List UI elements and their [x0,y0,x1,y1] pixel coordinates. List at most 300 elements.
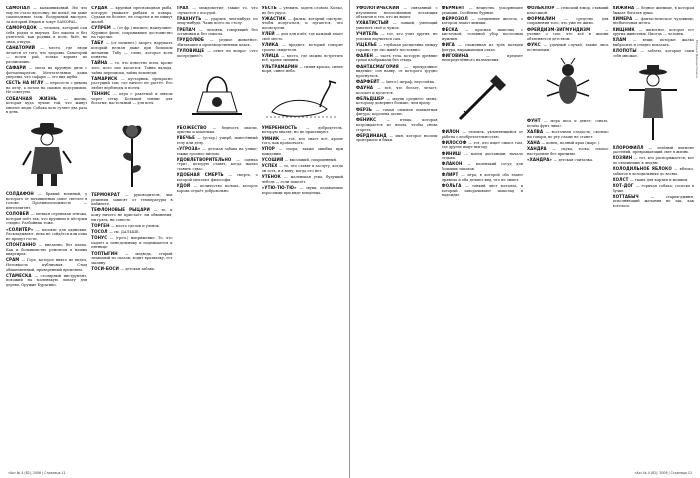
definition: — (от фр.) высшее, наилучшее. Куриное филе, сохранившее достоинство на тарелке. [91,25,173,40]
headword: ФЕРМЕНТ [441,6,469,10]
headword: ХОЛСТ [612,176,630,182]
right-col-4-entry [613,28,695,37]
right-col-4-entry [613,178,695,183]
left-col-1-entry [6,97,87,115]
lantern-figure [177,62,258,122]
left-col-3 [177,6,258,464]
headword: СЕСТЬ НА ИГЛУ [6,80,46,86]
left-col-4-entry [262,137,343,146]
left-col-3-entry [177,49,258,58]
headword: ФИЛОН [441,129,463,135]
headword: ФЕРЗЬ [356,106,376,112]
definition: — мера веса и денег; «знать, почём фунт лиха». [527,119,609,128]
headword: ХОТТАБЫЧ [612,193,651,199]
headword: УЛИЦА [261,52,282,58]
headword: ФАУНА [356,85,378,91]
left-col-1-entry [6,46,87,64]
headword: ТОНУС [91,235,110,241]
headword: ФЕРРОЗОЛ [441,15,472,21]
definition: — внезапно, без плана. Как и большинство ремонтов в наших квартирах. [6,242,88,257]
definition: — вещество, ускоряющее реакции. Особенно бурные. [441,6,523,15]
right-col-4-entry [613,49,695,58]
definition: — птица, которая возрождается из пепла, чтобы снова сгореть. [356,118,438,132]
headword: ФУНТ [527,118,544,124]
left-col-3-entry [177,173,258,182]
left-col-3-entry [177,147,258,156]
headword: ТАЙНА [91,60,110,66]
definition: — человек, который сам себя родил и выучил. Без школы и без учителей, как родник в поле, бьёт, не зная, откуда. [6,25,88,44]
headword: ФОЛЬКЛОР [527,6,557,10]
definition: — ловкий, умеющий ухватить своё и чужое. [356,21,438,30]
headword: САМОПАЛ [6,6,34,10]
headword: УМНИК [261,135,283,141]
definition: — соединение железа, о котором знают химики. [441,16,523,26]
definition: — те, к кому ничего не пристаёт: ни обвинения, ни грязь, ни совесть. [91,208,173,222]
left-col-4 [262,6,343,464]
left-col-2-entry [91,41,172,59]
cowboy-illustration-icon [17,119,77,189]
left-col-1-entry [6,212,87,226]
headword: ТРЕПАЧ [176,26,200,32]
right-col-4-entry [613,6,695,15]
headword: ФИНИШ [441,150,465,156]
left-col-4-entry [262,6,343,15]
right-col-4-entry [613,156,695,165]
right-col-1-entry [356,134,438,143]
left-col-4-entry [262,126,343,135]
headword: УПОР [261,146,279,152]
headword: ФОРМАЛИН [527,15,565,21]
headword: УДОЙ [176,183,194,188]
definition: — игра с ракеткой и мячом через сетку. Большой теннис для богатых, настольный — для всех. [91,92,173,106]
right-col-2-entry [442,184,524,198]
side-credit-text: Рисунки Давида Гомеса [695,40,699,78]
definition: — глубокая расщелина между горами, где эхо живёт постоянно. [356,42,438,52]
headword: УСОШИЙ [261,157,285,163]
definition: — зелёный пигмент растений, превращающий свет в жизнь. [612,145,694,155]
definition: — старик-джинн, исполняющий желания не так, как хотелось. [612,194,694,208]
right-col-3-entry [527,6,609,15]
headword: СПОНТАННО [6,241,39,247]
definition: — место, где люди лечатся от того, что здоровы. Санаторий — почти рай, только кормят по расписанию. [6,45,88,64]
headword: ХИМЕРА [612,15,635,21]
headword: ТОРГЕН [91,222,112,228]
scarecrow-figure [613,62,695,142]
definition: — маленький сосуд для больших запахов. [441,162,523,172]
definition: — см. ДАЛЬШЕ. [109,229,140,234]
definition: — (от полинез.) запрет, нарушать который нельзя даже при большом желании. Табу — слово, которое всем понятно. [91,41,173,60]
headword: ХОТ-ДОГ [612,183,636,189]
handsaw-figure [442,67,524,127]
headword: СУДАК [91,6,110,10]
headword: СТАМЕСКА [6,272,35,278]
left-col-2 [91,6,172,464]
definition: — медик среднего звена, которому доверяют больше, чем врачу. [356,96,438,106]
definition: — детская забава. [120,266,156,271]
headword: ФИГА [441,41,459,47]
definition: — игра, в которой оба знают правила и оба делают вид, что не знают. [441,173,523,182]
handsaw-illustration-icon [452,67,512,127]
definition: — калашниковый. Ни что ему не стало вдогонку: ни копьё, ни даже самопальные газы. Воздушный выстрел, за который Индия и зовут SAMOPAL. [6,6,88,24]
left-col-1-entry [6,274,87,288]
right-col-3-entry [527,17,609,26]
right-col-1-entry [356,108,438,117]
left-col-2-entry [91,230,172,235]
definition: — всё, что бегает, летает, ползает и кусается. [356,86,438,95]
right-col-2-entry [442,141,524,150]
headword: ФЕНИКС [356,117,387,123]
right-col-2-entry [442,28,524,42]
right-col-2-entry [442,17,524,26]
definition: — восточная сладость; сколько ни говори, во рту слаще не станет. [527,130,609,139]
definition: — бедное жилище, в котором бывает богатая душа. [612,6,694,15]
definition: — ударить чем-нибудь по чему-нибудь. Чаще всего по столу. [176,16,258,26]
headword: ТОСИ-БОСИ [91,265,121,271]
left-col-2-entry [91,208,172,222]
definition: — сложенная из трёх пальцев фигура, выражающая отказ. [441,42,523,52]
right-col-4-entry [613,195,695,209]
right-col-2-entry [442,54,524,63]
definition: — высохший, сморщенный. [284,158,338,163]
right-col-4 [613,6,695,464]
definition: — средство для сохранения того, что уже не живо. [527,16,609,26]
left-col-4-entry [262,158,343,163]
headword: ФЛИРТ [441,172,462,178]
right-col-3-entry [527,28,609,42]
definition: — редкое животное, обитающее в производственных цехах. [176,38,258,47]
headword: ТОСОЛ [91,228,110,234]
headword: ТАМАРИСК [91,75,122,81]
definition: — жизнь, которая куда лучше той, что живут многие люди. Собака хоть гуляет два раза в день. [6,96,88,115]
right-col-2 [442,6,524,464]
headword: УБОЖЕСТВО [176,124,213,130]
left-col-1-entry [6,192,87,210]
headword: «СОЛИТЁР» [6,226,37,232]
definition: — Горе, которое никто не видел, Неловкость публичная. Стыд обыкновенный, проверенный временем. [6,258,88,272]
left-col-3-entry [177,158,258,172]
headword: ХАНА [527,139,542,145]
definition: — место сделок и уловок. [111,223,160,228]
headword: ФЛАКОН [441,161,468,167]
definition: — детская считалка. [553,157,594,162]
definition: — (англ.) штраф, неустойка. [380,79,436,84]
right-col-1-entry [356,80,438,85]
left-col-2-entry [91,252,172,266]
left-col-1-entry [6,66,87,80]
headword: УЧИТЕЛЬ [356,31,381,37]
headword: ТАБУ [91,40,106,46]
scarecrow-illustration-icon [623,62,683,142]
headword: УЩЕЛЬЕ [356,41,379,47]
right-col-4-entry [613,146,695,155]
headword: УХВАТИСТЫЙ [356,20,393,26]
headword: ФАЛЕН [356,52,376,58]
headword: СОЛДАФОН [6,191,39,197]
left-col-3-entry [177,136,258,145]
headword: ХАЛВА [527,129,546,135]
left-col-3-entry [177,184,258,193]
definition: — дом для пчёл, где каждый знает своё место. [261,32,343,41]
definition: — ответ на вопрос «что посередине?» [176,49,258,58]
headword: УЕСТЬ [261,6,279,10]
definition: — синяя краска, синее моря, синее неба. [261,64,343,74]
definition: — количество молока, которое корова отдаёт добровольно. [176,184,258,193]
headword: ФРЕЙДИЗМ-ЗИГМУНДИЗМ [527,26,605,32]
definition: — междометие; также то, что случается с посудой. [176,6,258,15]
definition: — звуки, издаваемые взрослыми при виде младенца. [261,185,343,195]
headword: ХЛОПОТЫ [612,48,641,54]
definition: — вещи, которые жалко выбросить и стыдно показать. [612,38,694,47]
definition: — охота на крупную дичь с фотоаппаратом. Мечтательные дамы уверены, что сафари — это вид шубы. [6,65,88,80]
definition: — оценка «три», которую ставят, когда жалко ставить «два». [176,157,258,172]
headword: «УГРОЗА» [176,146,203,152]
definition: — предмет, который говорит громче свидетеля. [261,42,343,52]
headword: ТЕРМОКРАТ [91,192,126,198]
definition: — конец дистанции; начало отдыха. [441,151,523,161]
headword: «УТЮ-ТЮ-ТЮ» [261,184,300,190]
headword: ТЕФЛОНОВЫЕ РЫЦАРИ [91,207,154,213]
left-col-2-entry [91,6,172,24]
right-col-2-entry [442,152,524,161]
definition: — опора; также ошибка при вождении. [261,147,343,157]
definition: — предмет неопределённого назначения. [441,53,523,63]
definition: — удачный случай; также лиса по-немецки. [527,42,609,52]
definition: — скука, тоска, плохое настроение без причины. [527,147,609,156]
right-col-1-entry [356,6,438,20]
definition: — (устар.) ущерб, нанесённый телу или делу. [176,136,258,145]
left-col-4-entry [262,54,343,63]
insect-illustration-icon [543,56,593,116]
right-col-3-entry [527,141,609,146]
definition: — то, что ставят в заслугу, когда он есть, и в вину, когда его нет. [261,164,343,173]
headword: «ХАНДРА» [527,156,554,162]
headword: ФОЛЬГА [441,183,466,188]
definition: — кустарник, прекрасно растущий там, где ничего не растёт. Его любят верблюды и поэты. [91,76,173,90]
definition: — тот, кто учит других, не успевая научиться сам. [356,32,438,41]
left-col-2-entry [91,61,172,75]
right-col-1-entry [356,86,438,95]
left-col-1 [6,6,87,464]
headword: ФАНТАСМАГОРИЯ [356,63,405,69]
left-col-2-entry [91,193,172,207]
definition: — связанный с изучением неопознанных летающих объектов и тех, кто их видел. [356,6,438,20]
headword: СОЛОВЕЙ [6,211,31,217]
definition: — конец, полный крах (жарг.). [541,140,600,145]
cowboy-figure [6,119,87,189]
definition: — детская забава на улице; также грозное письмо. [176,147,258,156]
headword: СРАМ [6,257,22,263]
rose-figure [91,109,172,189]
definition: — учение о том, что всё в жизни объясняется детством. [527,27,609,41]
bug-figure [527,56,609,116]
right-col-1-entry [356,118,438,132]
right-col-3-entry [527,119,609,128]
right-page [350,0,700,478]
definition: — мелкая серенькая птичка, которая поёт так, что крупным и пёстрым стыдно. Разбойник тоже. [6,212,88,226]
headword: ФЕРДИНАНД [356,132,390,138]
headword: ФИЛОСОФ [441,139,469,145]
left-col-2-entry [91,77,172,91]
left-col-4-entry [262,65,343,74]
left-col-4-entry [262,43,343,52]
right-col-3-entry [527,43,609,52]
right-col-4-entry [613,17,695,26]
left-col-3-entry [177,126,258,135]
definition: — человек, уклоняющийся от работы с изобретательностью. [441,130,523,139]
definition: — причудливое видение; сон наяву, от которого трудно проснуться. [356,64,438,78]
headword: ТУЛОВИЩЕ [176,48,208,54]
rose-illustration-icon [107,109,157,189]
definition: — ткань для картин и мешков. [629,177,689,182]
headword: УФОЛОГИЧЕСКИЙ [356,6,404,10]
left-col-2-entry [91,236,172,250]
headword: УЖАСТИК [261,15,288,21]
definition: — добродетель, которую хвалят, но не практикуют. [261,125,343,135]
left-col-3-entry [177,17,258,26]
right-col-4-entry [613,184,695,193]
headword: САМОРОДОК [6,24,39,30]
left-col-4-entry [262,186,343,195]
left-col-2-entry [91,26,172,40]
headword: ФУКС [527,41,544,47]
left-col-1-entry [6,6,87,24]
headword: ФИГОВИНА [441,52,487,58]
definition: — фильм, который смотрят, чтобы испугаться, и пугаются, что посмотрели. [261,16,343,30]
definition: — маленькая утка, будущий лебедь — если повезёт. [261,175,343,184]
headword: УЛИКА [261,41,282,47]
left-col-3-entry [177,38,258,47]
left-col-4-entry [262,175,343,184]
definition: — (греч.) напряжение. То, что падает к понедельнику и поднимается к пятнице. [91,236,173,250]
left-col-1-entry [6,81,87,95]
left-col-1-entry [6,228,87,242]
definition: — медведь, старый знакомый из сказок; ходит вразвалку, ест малину. [91,251,173,265]
definition: — место, где можно встретить всё, кроме тишины. [261,53,343,63]
headword: УВЕЧЬЕ [176,135,198,141]
headword: ХАНДРА [527,146,553,152]
lantern-illustration-icon [187,62,247,122]
left-col-1-entry [6,26,87,44]
headword: САФАРИ [6,64,29,70]
headword: ХИЖИНА [612,6,637,10]
definition: — сельский юмор, ставший классикой. [527,6,609,15]
left-col-2-entry [91,92,172,106]
right-col-2-entry [442,162,524,171]
definition: — уязвить, задеть словом. Колко, но без укуса. [261,6,343,15]
headword: ФАРФЕЙТ [356,78,381,84]
headword: ТРАХНУТЬ [176,15,205,21]
swan-figure [262,77,343,122]
right-col-2-entry [442,130,524,139]
left-col-4-entry [262,17,343,31]
left-page-footer: «Ах» № 4 (82), 2006 | Страница 11 [8,471,66,475]
headword: САНАТОРИЙ [6,44,41,50]
headword: СУПРЕМ [91,24,113,30]
definition: — красная шапочка с кисточкой, головной убор восточных мужчин. [441,27,523,41]
right-col-3-entry [527,130,609,139]
definition: — тот, кто знает всё, кроме того, как промолчать. [261,136,343,146]
right-col-1-entry [356,43,438,52]
definition: — тот, кто ищет смысл там, где другие ищут выгоду. [441,140,523,150]
definition: — тот, кто распоряжается; кот по отношению к людям. [612,156,694,165]
definition: — пасьянс для одиноких. Раскладывают, пока не сойдётся или пока не придут гости. [6,227,88,241]
headword: ХИЩНИК [612,26,639,32]
right-col-2-entry [442,6,524,15]
right-col-1-entry [356,54,438,63]
definition: — имя, которое носили эрцгерцоги и быки. [356,133,438,143]
definition: — смерть, о которой мечтают философы. [176,173,258,182]
left-col-3-entry [177,28,258,37]
definition: — руководитель, чьи решения зависят от температуры в кабинете. [91,193,173,207]
definition: — самая сильная шахматная фигура; королева доски. [356,107,438,117]
right-col-1-entry [356,32,438,41]
definition: — фантастическое чудовище; несбыточная мечта. [612,16,694,26]
definition: — часть тела, которую древние греки изображали без стыда. [356,53,438,63]
definition: — заботы, которые сами себя множат. [612,49,694,58]
right-col-3-entry [527,158,609,163]
left-col-3-entry [177,6,258,15]
definition: — человек, говорящий без остановки и без смысла. [176,27,258,37]
headword: ФЕЛЬДШЕР [356,95,387,101]
right-col-1 [356,6,438,464]
left-col-4-entry [262,147,343,156]
headword: ФЕСКА [441,26,466,32]
definition: — столярный инструмент, похожий на маленькую лопату для дерева. Оружие Буратино. [6,273,88,287]
headword: УТЕНОК [261,174,285,180]
right-col-4-entry [613,38,695,47]
headword: ТЕННИС [91,91,114,97]
swan-illustration-icon [262,77,342,122]
headword: ХОЛОДИЛЬНОЕ ЯБЛОКО [612,166,675,172]
right-col-3-entry [527,147,609,156]
right-col-4-entry [613,167,695,176]
headword: УДОБНАЯ СМЕРТЬ [176,172,229,178]
headword: ТРУДОЛЮБ [176,37,211,43]
definition: — крупная пресноводная рыба, которую уважают рыбаки и повара. Судаки не болеют, не стареют и не пишут жалоб. [91,6,173,24]
right-col-3 [527,6,609,464]
right-page-footer: «Ах» № 4 (82), 2006 | Страница 12 [634,471,692,475]
left-col-4-entry [262,164,343,173]
headword: ТОПТЫГИН [91,250,125,256]
headword: ХЛАМ [612,37,633,43]
right-col-2-entry [442,173,524,182]
headword: УЛЬТРАМАРИН [261,63,300,69]
right-col-1-entry [356,65,438,79]
definition: — тонкий лист металла, в который заворачивают шоколад и надежды. [441,184,523,198]
headword: ХОЗЯИН [612,155,634,161]
headword: УЛЕЙ [261,31,277,37]
definition: — горячая собака; сосиска в булке. [612,184,694,193]
headword: ХЛОРОФИЛЛ [612,144,649,150]
left-col-1-entry [6,243,87,257]
definition: — яблоко, забытое в холодильнике до весны. [612,167,694,176]
headword: УМЕРЕННОСТЬ [261,124,307,130]
definition: — бедность мысли, чувства и кошелька. [176,125,258,135]
left-col-1-entry [6,258,87,272]
side-credit [695,40,699,400]
left-col-4-entry [262,32,343,41]
headword: УДОВЛЕТВОРИТЕЛЬНО [176,156,237,162]
definition: — то, что известно всем, кроме того, кого оно касается. Тайна вклада, тайна переписки, тайна исповеди. [91,61,173,75]
right-col-1-entry [356,97,438,106]
left-col-2-entry [91,224,172,229]
definition: — животное, которое ест других животных. Иногда — человек. [612,27,694,37]
definition: — пересесть с дивана на иглу, а потом на скамью подсудимых. Не советуем. [6,81,88,95]
headword: УСПЕХ [261,163,280,169]
definition: — бравый военный, у которого от начищенных сапог светлее в голове. Противоположность — интеллигент. [6,192,88,210]
headword: СОБАЧНАЯ ЖИЗНЬ [6,95,64,101]
headword: ТРАХ [176,6,193,10]
